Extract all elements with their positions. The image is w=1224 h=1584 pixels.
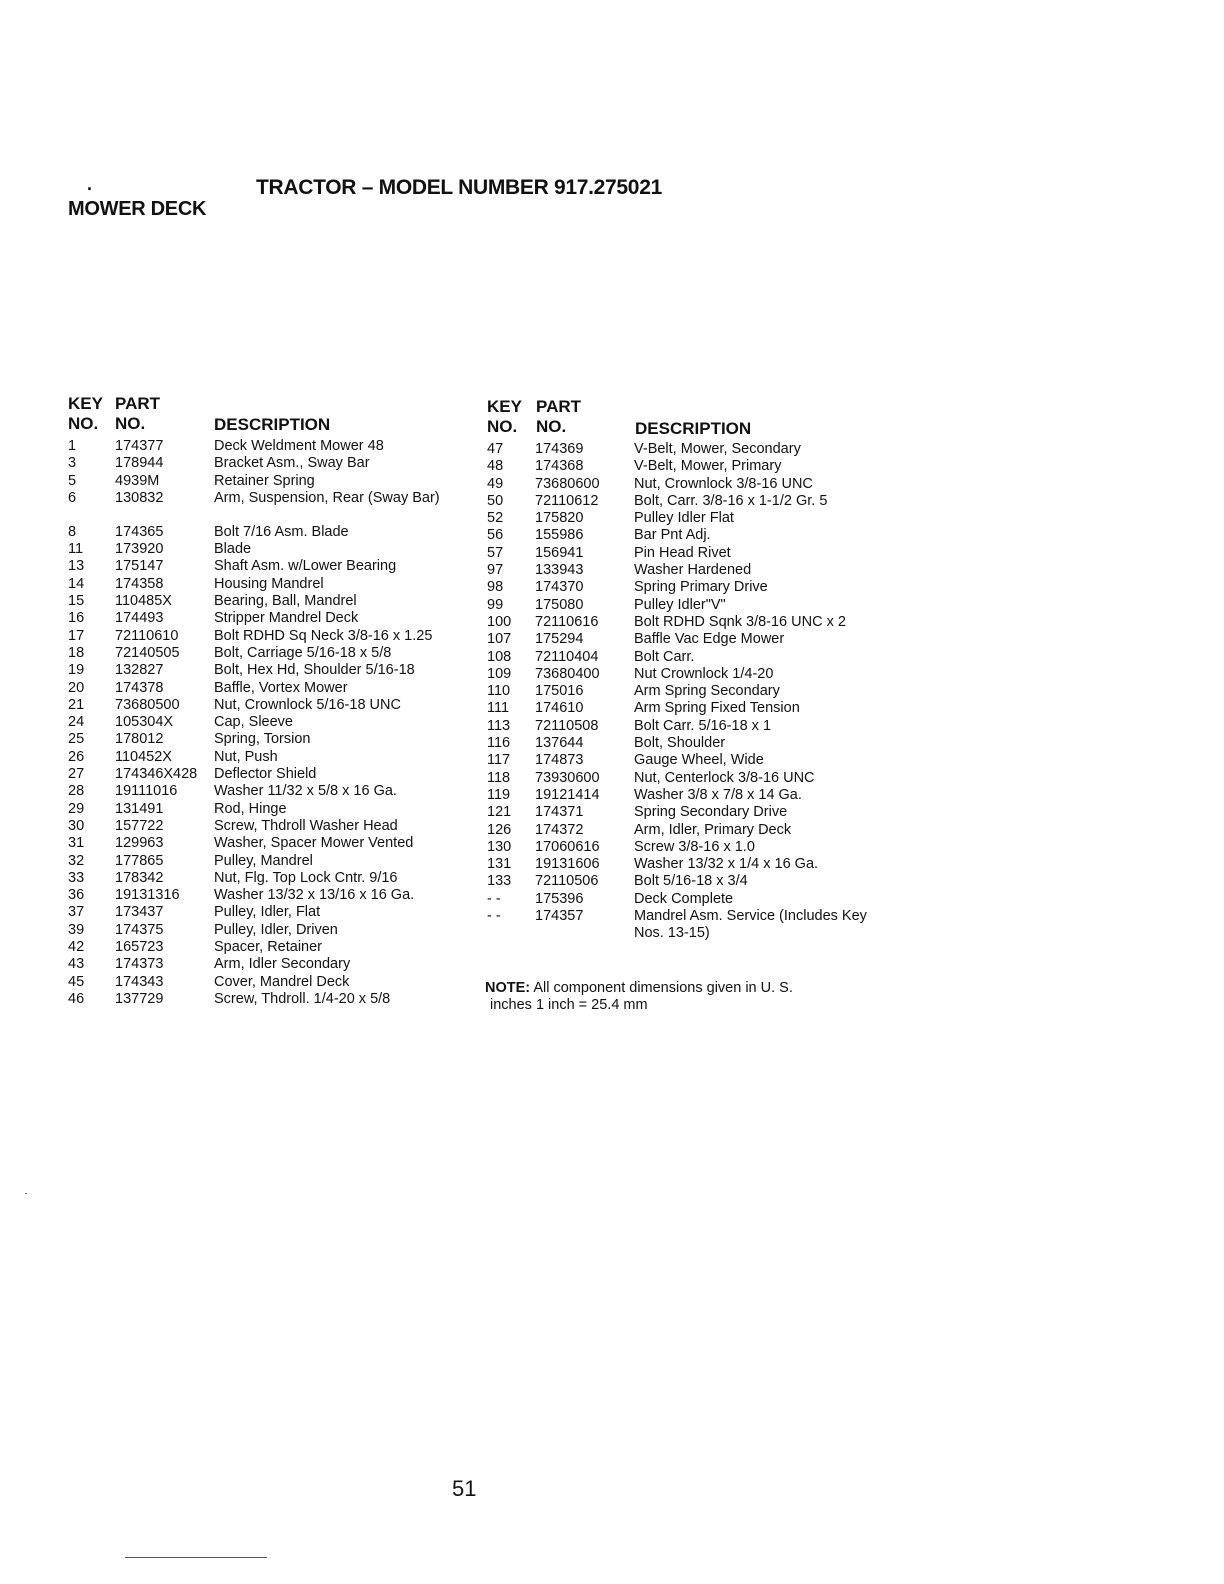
part-description: Pulley, Mandrel (214, 852, 313, 869)
part-description: Pulley Idler"V" (634, 596, 726, 613)
part-number: 72110612 (535, 492, 599, 509)
note-text-2: inches 1 inch = 25.4 mm (490, 997, 648, 1013)
table-row (487, 839, 887, 856)
part-description: Bolt RDHD Sqnk 3/8-16 UNC x 2 (634, 613, 846, 630)
part-number: 177865 (115, 852, 164, 869)
page-number: 51 (452, 1476, 477, 1501)
key-number: 133 (487, 873, 512, 890)
dimension-note (485, 980, 865, 1014)
part-description: Bolt, Hex Hd, Shoulder 5/16-18 (214, 662, 415, 679)
key-number: 47 (487, 441, 504, 457)
key-number: 107 (487, 631, 512, 648)
table-row (68, 801, 478, 818)
table-row (68, 558, 478, 575)
table-row (487, 527, 887, 544)
part-number: 155986 (535, 527, 584, 544)
part-number: 110452X (115, 748, 172, 765)
part-description: Deck Weldment Mower 48 (214, 438, 384, 454)
parts-list-header (487, 397, 887, 441)
part-number: 174370 (535, 579, 584, 596)
part-description: Spacer, Retainer (214, 939, 323, 956)
key-number: 42 (68, 939, 85, 956)
part-number: 174378 (115, 679, 164, 696)
key-number: 3 (68, 455, 77, 472)
key-number: 98 (487, 579, 504, 596)
table-row (68, 991, 478, 1008)
table-row (68, 887, 478, 904)
table-row (487, 856, 887, 873)
key-number: 27 (68, 766, 85, 783)
key-number: 29 (68, 800, 85, 817)
table-row (68, 455, 478, 472)
key-number: 43 (68, 956, 85, 973)
part-number: 178012 (115, 731, 164, 748)
key-number: 100 (487, 613, 512, 630)
key-number: 21 (68, 696, 85, 713)
part-number: 174610 (535, 700, 584, 717)
table-row (487, 752, 887, 769)
part-description: Bolt Carr. (634, 648, 695, 665)
part-number: 72110404 (535, 648, 599, 665)
header-key-no: NO. (68, 414, 99, 433)
table-row (68, 697, 478, 714)
header-key-no: NO. (487, 417, 518, 436)
table-row (68, 731, 478, 748)
header-key: KEY (68, 394, 103, 413)
note-label: NOTE: (485, 980, 531, 996)
part-number: 178944 (115, 455, 164, 472)
scan-speck (25, 1193, 27, 1194)
key-number: 111 (487, 700, 510, 717)
table-row (487, 562, 887, 579)
header-part: PART (115, 394, 161, 413)
key-number: 28 (68, 783, 85, 800)
key-number: 117 (487, 752, 511, 769)
header-part: PART (536, 397, 582, 416)
part-description: Spring Primary Drive (634, 579, 768, 596)
part-number: 19131606 (535, 856, 600, 873)
part-description: Deck Complete (634, 890, 734, 907)
table-row (68, 473, 478, 490)
table-row (487, 735, 887, 752)
table-row (68, 541, 478, 558)
parts-rows-left (68, 438, 478, 1008)
key-number: - - (487, 908, 501, 925)
part-number: 174346X428 (115, 766, 198, 783)
part-description: Spring, Torsion (214, 731, 311, 748)
part-number: 72110508 (535, 717, 599, 734)
table-row (487, 493, 887, 510)
part-number: 174343 (115, 973, 164, 990)
part-number: 175147 (115, 558, 164, 575)
table-row (68, 610, 478, 627)
part-description: Spring Secondary Drive (634, 804, 788, 821)
part-description: Mandrel Asm. Service (Includes Key Nos. 13-15) (634, 908, 867, 942)
part-number: 174375 (115, 921, 164, 938)
part-number: 175016 (535, 683, 584, 700)
table-row (68, 956, 478, 973)
key-number: 33 (68, 869, 85, 886)
table-row (68, 818, 478, 835)
table-row (487, 476, 887, 493)
key-number: 14 (68, 575, 85, 592)
part-description: Nut Crownlock 1/4-20 (634, 665, 774, 682)
table-row (487, 510, 887, 527)
header-key: KEY (487, 397, 522, 416)
key-number: 37 (68, 904, 85, 921)
table-row (68, 714, 478, 731)
part-description: Bar Pnt Adj. (634, 527, 711, 544)
key-number: 31 (68, 835, 85, 852)
key-number: 39 (68, 921, 85, 938)
part-description: Pulley, Idler, Driven (214, 921, 338, 938)
part-description: Gauge Wheel, Wide (634, 752, 764, 769)
part-description: Washer 13/32 x 13/16 x 16 Ga. (214, 887, 415, 904)
key-number: 110 (487, 683, 511, 700)
header-part-no: NO. (115, 414, 146, 433)
part-number: 174357 (535, 908, 584, 925)
part-number: 19131316 (115, 887, 180, 904)
table-row (487, 700, 887, 717)
part-description: Cover, Mandrel Deck (214, 973, 350, 990)
part-description: Nut, Crownlock 5/16-18 UNC (214, 696, 401, 713)
key-number: 56 (487, 527, 504, 544)
key-number: 46 (68, 990, 85, 1007)
part-number: 73680600 (535, 475, 600, 492)
part-description: Bearing, Ball, Mandrel (214, 593, 357, 610)
key-number: 99 (487, 596, 504, 613)
table-row (487, 873, 887, 890)
part-number: 105304X (115, 714, 174, 731)
table-row (487, 545, 887, 562)
table-row (68, 835, 478, 852)
key-number: 121 (487, 804, 512, 821)
part-number: 175396 (535, 890, 584, 907)
part-number: 130832 (115, 489, 164, 506)
table-row (68, 628, 478, 645)
part-description: Pulley Idler Flat (634, 510, 734, 527)
part-number: 137644 (535, 735, 584, 752)
part-number: 131491 (115, 800, 164, 817)
part-description: Washer 13/32 x 1/4 x 16 Ga. (634, 856, 819, 873)
parts-list-left (68, 394, 478, 1008)
table-row (487, 614, 887, 631)
part-number: 174368 (535, 458, 584, 475)
key-number: 1 (68, 438, 77, 454)
part-description: Screw, Thdroll. 1/4-20 x 5/8 (214, 990, 391, 1007)
part-number: 173920 (115, 541, 164, 558)
part-number: 19111016 (115, 783, 178, 800)
table-row (487, 822, 887, 839)
part-description: Rod, Hinge (214, 800, 287, 817)
key-number: 16 (68, 610, 85, 627)
part-description: Bolt 7/16 Asm. Blade (214, 523, 349, 540)
part-description: Blade (214, 541, 252, 558)
key-number: 18 (68, 644, 85, 661)
part-description: Washer 3/8 x 7/8 x 14 Ga. (634, 786, 802, 803)
part-description: Screw 3/8-16 x 1.0 (634, 838, 755, 855)
key-number: 109 (487, 665, 512, 682)
table-row (68, 662, 478, 679)
table-row (487, 804, 887, 821)
table-row (68, 749, 478, 766)
part-description: Pulley, Idler, Flat (214, 904, 321, 921)
part-description: Stripper Mandrel Deck (214, 610, 359, 627)
part-description: Arm, Suspension, Rear (Sway Bar) (214, 489, 440, 506)
part-description: Washer, Spacer Mower Vented (214, 835, 414, 852)
part-description: Washer 11/32 x 5/8 x 16 Ga. (214, 783, 397, 800)
part-description: Washer Hardened (634, 562, 752, 579)
key-number: 131 (487, 856, 512, 873)
table-row (68, 974, 478, 991)
key-number: 13 (68, 558, 85, 575)
part-number: 156941 (535, 544, 584, 561)
key-number: 126 (487, 821, 512, 838)
part-description: Nut, Push (214, 748, 278, 765)
part-description: Housing Mandrel (214, 575, 324, 592)
part-number: 174377 (115, 438, 164, 454)
table-row (487, 631, 887, 648)
part-number: 178342 (115, 869, 164, 886)
part-description: Bolt Carr. 5/16-18 x 1 (634, 717, 772, 734)
part-description: V-Belt, Mower, Secondary (634, 441, 801, 457)
key-number: 49 (487, 475, 504, 492)
key-number: 32 (68, 852, 85, 869)
part-description: Bolt 5/16-18 x 3/4 (634, 873, 748, 890)
part-description: Nut, Centerlock 3/8-16 UNC (634, 769, 815, 786)
table-row (487, 579, 887, 596)
key-number: 25 (68, 731, 85, 748)
part-description: Baffle Vac Edge Mower (634, 631, 785, 648)
part-number: 175294 (535, 631, 584, 648)
part-number: 174372 (535, 821, 584, 838)
table-row (68, 766, 478, 783)
part-description: Bolt RDHD Sq Neck 3/8-16 x 1.25 (214, 627, 433, 644)
part-description: Baffle, Vortex Mower (214, 679, 348, 696)
part-number: 129963 (115, 835, 164, 852)
part-number: 157722 (115, 817, 164, 834)
key-number: 24 (68, 714, 85, 731)
key-number: 19 (68, 662, 85, 679)
table-row (68, 645, 478, 662)
key-number: 48 (487, 458, 504, 475)
part-description: Bracket Asm., Sway Bar (214, 455, 370, 472)
part-number: 174373 (115, 956, 164, 973)
key-number: 52 (487, 510, 504, 527)
part-number: 174873 (535, 752, 584, 769)
part-number: 17060616 (535, 838, 600, 855)
key-number: 118 (487, 769, 511, 786)
table-row (487, 908, 887, 942)
key-number: 116 (487, 735, 511, 752)
key-number: 119 (487, 786, 511, 803)
part-number: 174371 (535, 804, 584, 821)
key-number: 15 (68, 593, 85, 610)
key-number: 11 (68, 541, 84, 558)
part-description: V-Belt, Mower, Primary (634, 458, 782, 475)
key-number: 17 (68, 627, 85, 644)
table-row (487, 718, 887, 735)
part-number: 73680500 (115, 696, 180, 713)
part-number: 175080 (535, 596, 584, 613)
table-row (487, 787, 887, 804)
part-number: 73680400 (535, 665, 600, 682)
key-number: - - (487, 890, 501, 907)
key-number: 30 (68, 817, 85, 834)
table-row (487, 891, 887, 908)
part-description: Arm Spring Secondary (634, 683, 780, 700)
table-row (68, 680, 478, 697)
part-description: Arm, Idler Secondary (214, 956, 351, 973)
key-number: 50 (487, 492, 504, 509)
part-number: 72110506 (535, 873, 599, 890)
section-title: MOWER DECK (68, 198, 207, 220)
key-number: 8 (68, 523, 77, 540)
table-row (487, 458, 887, 475)
table-row (487, 666, 887, 683)
parts-rows-right (487, 441, 887, 942)
note-text: All component dimensions given in U. S. (533, 980, 793, 996)
table-row (487, 649, 887, 666)
table-row (68, 490, 478, 524)
part-number: 72140505 (115, 644, 180, 661)
part-number: 137729 (115, 990, 164, 1007)
table-row (68, 438, 478, 455)
parts-list-header (68, 394, 478, 438)
part-number: 72110610 (115, 627, 179, 644)
table-row (68, 939, 478, 956)
part-description: Deflector Shield (214, 766, 317, 783)
part-description: Screw, Thdroll Washer Head (214, 817, 398, 834)
part-description: Nut, Crownlock 3/8-16 UNC (634, 475, 813, 492)
part-number: 165723 (115, 939, 164, 956)
part-number: 132827 (115, 662, 164, 679)
part-description: Arm, Idler, Primary Deck (634, 821, 792, 838)
part-description: Bolt, Carr. 3/8-16 x 1-1/2 Gr. 5 (634, 492, 828, 509)
part-number: 174493 (115, 610, 164, 627)
part-description: Cap, Sleeve (214, 714, 293, 731)
table-row (68, 853, 478, 870)
key-number: 108 (487, 648, 512, 665)
header-description: DESCRIPTION (635, 419, 752, 438)
part-number: 133943 (535, 562, 584, 579)
part-number: 174365 (115, 523, 164, 540)
part-number: 73930600 (535, 769, 600, 786)
key-number: 97 (487, 562, 504, 579)
key-number: 113 (487, 717, 511, 734)
key-number: 36 (68, 887, 85, 904)
table-row (487, 770, 887, 787)
key-number: 5 (68, 472, 77, 489)
key-number: 20 (68, 679, 85, 696)
table-row (68, 870, 478, 887)
part-number: 174358 (115, 575, 164, 592)
table-row (68, 904, 478, 921)
part-number: 72110616 (535, 613, 599, 630)
table-row (487, 597, 887, 614)
key-number: 130 (487, 838, 512, 855)
part-description: Nut, Flg. Top Lock Cntr. 9/16 (214, 869, 398, 886)
parts-list-right (487, 397, 887, 942)
table-row (487, 683, 887, 700)
key-number: 6 (68, 489, 77, 506)
part-number: 19121414 (535, 786, 600, 803)
part-description: Retainer Spring (214, 472, 315, 489)
header-description: DESCRIPTION (214, 415, 331, 434)
part-description: Bolt, Shoulder (634, 735, 726, 752)
table-row (68, 576, 478, 593)
key-number: 57 (487, 544, 504, 561)
table-row (68, 922, 478, 939)
part-number: 110485X (115, 593, 172, 610)
key-number: 26 (68, 748, 85, 765)
header-part-no: NO. (536, 417, 567, 436)
part-number: 173437 (115, 904, 164, 921)
page-title: TRACTOR – MODEL NUMBER 917.275021 (256, 176, 662, 199)
key-number: 45 (68, 973, 85, 990)
part-description: Shaft Asm. w/Lower Bearing (214, 558, 397, 575)
part-description: Arm Spring Fixed Tension (634, 700, 800, 717)
table-row (68, 783, 478, 800)
table-row (68, 524, 478, 541)
title-bullet: . (87, 174, 93, 194)
part-number: 174369 (535, 441, 584, 457)
table-row (487, 441, 887, 458)
part-description: Pin Head Rivet (634, 544, 731, 561)
part-description: Bolt, Carriage 5/16-18 x 5/8 (214, 644, 392, 661)
table-row (68, 593, 478, 610)
footer-rule (125, 1557, 267, 1558)
part-number: 175820 (535, 510, 584, 527)
part-number: 4939M (115, 472, 160, 489)
